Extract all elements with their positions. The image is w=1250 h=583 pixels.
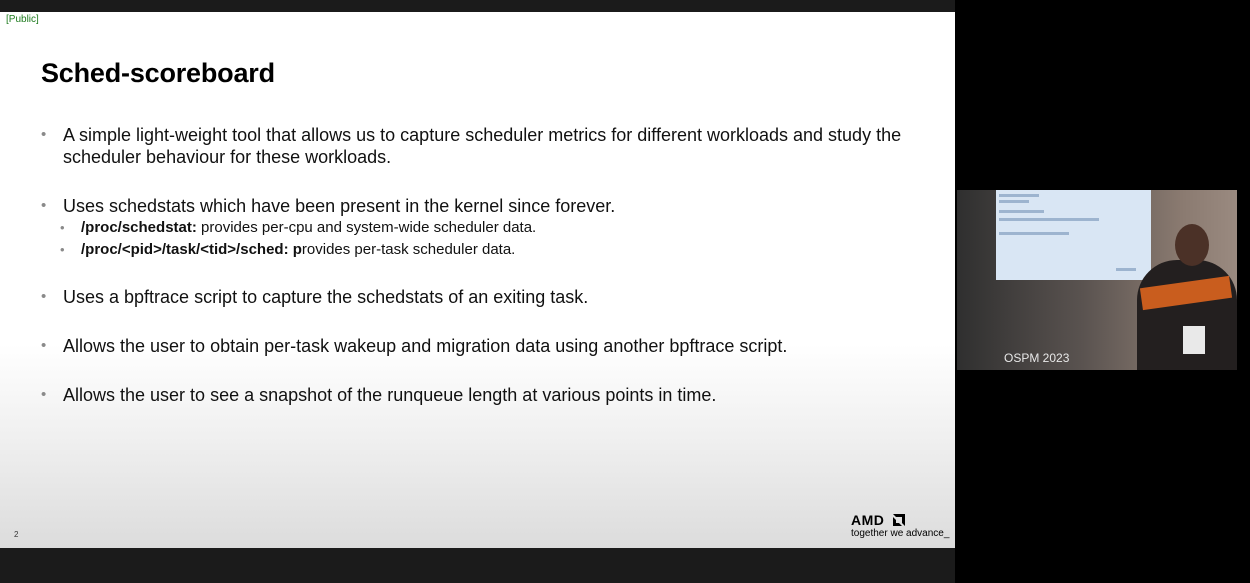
sub-bullet-desc: provides per-cpu and system-wide scheduler data. xyxy=(196,219,537,236)
sub-bullet-path: /proc/schedstat: xyxy=(81,219,197,236)
presenter-video xyxy=(957,190,1237,370)
sub-bullet-path: /proc/<pid>/task/<tid>/sched: p xyxy=(81,241,302,258)
bullet-text: Allows the user to obtain per-task wakeup and migration data using another bpftrace script. xyxy=(63,336,788,356)
page-number: 2 xyxy=(14,530,19,539)
classification-label: [Public] xyxy=(6,14,39,25)
amd-arrow-icon xyxy=(893,514,905,526)
logo-wordmark: AMD xyxy=(851,512,885,528)
bullet-text: Allows the user to see a snapshot of the runqueue length at various points in time. xyxy=(63,385,717,405)
bottom-bar xyxy=(0,548,955,583)
sub-bullet-desc: rovides per-task scheduler data. xyxy=(301,241,516,258)
bullet-dot-icon: • xyxy=(41,288,47,305)
logo-tagline: together we advance_ xyxy=(851,528,950,539)
presentation-slide xyxy=(0,12,955,548)
top-bar xyxy=(0,0,955,12)
projected-screen xyxy=(996,190,1151,280)
slide-title: Sched-scoreboard xyxy=(41,58,275,88)
bullet-text: Uses a bpftrace script to capture the schedstats of an exiting task. xyxy=(63,287,589,307)
bullet-dot-icon: • xyxy=(41,126,47,143)
bullet-dot-icon: • xyxy=(41,386,47,403)
bullet-dot-icon: • xyxy=(60,242,65,257)
bullet-text: A simple light-weight tool that allows us to capture scheduler metrics for different workloads and study the scheduler behaviour for these workloads. xyxy=(63,125,902,167)
name-badge xyxy=(1183,326,1205,354)
bullet-dot-icon: • xyxy=(41,337,47,354)
bullet-dot-icon: • xyxy=(60,220,65,235)
bullet-dot-icon: • xyxy=(41,197,47,214)
bullet-text: Uses schedstats which have been present in the kernel since forever. xyxy=(63,196,616,216)
amd-logo xyxy=(851,512,950,542)
video-label: OSPM 2023 xyxy=(1004,351,1070,365)
